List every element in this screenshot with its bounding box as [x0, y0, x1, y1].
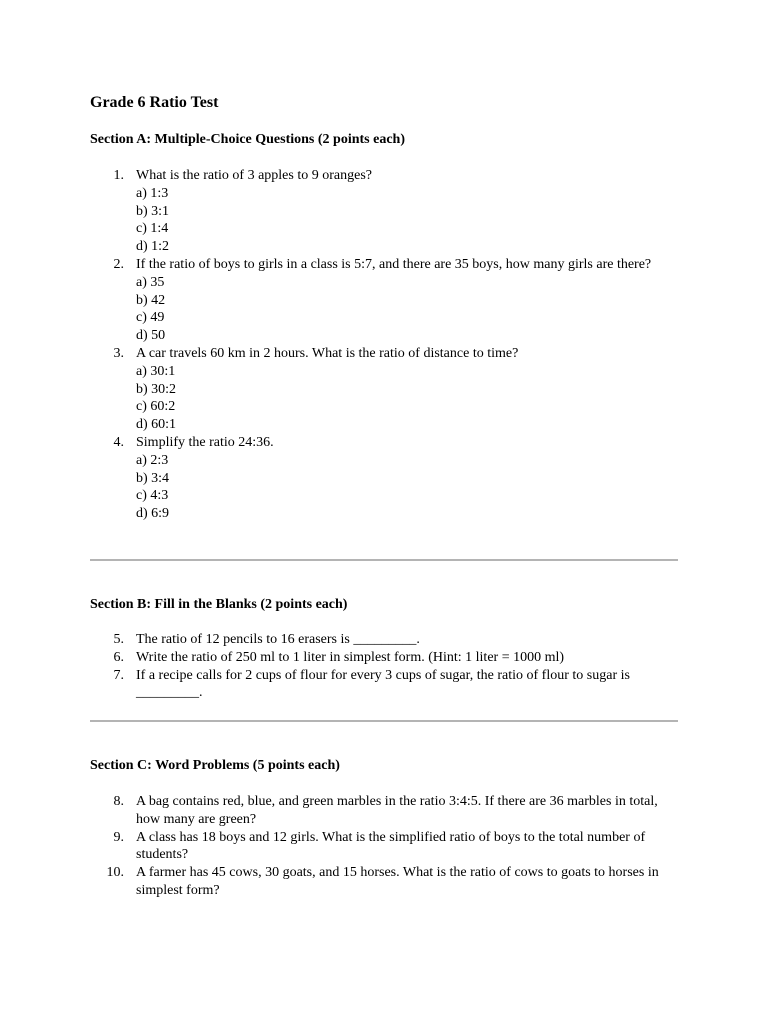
question-text: A car travels 60 km in 2 hours. What is the ratio of distance to time? — [136, 345, 519, 361]
question-text: The ratio of 12 pencils to 16 erasers is _________. — [136, 632, 420, 647]
question-number: 9. — [113, 829, 124, 845]
answer-option-a: a) 2:3 — [136, 452, 169, 468]
document-title: Grade 6 Ratio Test — [90, 94, 219, 111]
section-divider — [90, 559, 678, 561]
question-number: 1. — [113, 168, 124, 183]
answer-option-b: b) 3:4 — [136, 470, 170, 486]
question-text: What is the ratio of 3 apples to 9 oranges? — [136, 168, 372, 183]
question-5 — [90, 631, 678, 649]
answer-option-b: b) 30:2 — [136, 381, 177, 397]
question-text: Write the ratio of 250 ml to 1 liter in simplest form. (Hint: 1 liter = 1000 ml) — [136, 649, 565, 665]
question-number: 3. — [113, 345, 124, 361]
question-7 — [90, 667, 678, 703]
section-divider — [90, 720, 678, 722]
question-1 — [90, 167, 678, 256]
answer-option-d: d) 50 — [136, 328, 166, 344]
section-b-title: Section B: Fill in the Blanks (2 points each) — [90, 597, 348, 612]
question-10 — [90, 864, 678, 900]
question-number: 5. — [113, 632, 124, 647]
question-3 — [90, 345, 678, 434]
question-text: If a recipe calls for 2 cups of flour for every 3 cups of sugar, the ratio of flour to sugar is _________. — [136, 667, 630, 701]
section-c-question-list — [90, 793, 678, 900]
question-number: 6. — [113, 649, 124, 665]
answer-option-a: a) 35 — [136, 274, 165, 290]
question-text: A bag contains red, blue, and green marbles in the ratio 3:4:5. If there are 36 marbles in total, how many are green? — [136, 794, 658, 827]
question-2 — [90, 256, 678, 345]
question-text: A farmer has 45 cows, 30 goats, and 15 horses. What is the ratio of cows to goats to horses in simplest form? — [136, 865, 659, 898]
question-text: Simplify the ratio 24:36. — [136, 434, 274, 450]
question-text: A class has 18 boys and 12 girls. What is the simplified ratio of boys to the total number of students? — [136, 829, 646, 863]
answer-option-a: a) 1:3 — [136, 185, 169, 201]
answer-option-c: c) 1:4 — [136, 221, 169, 237]
answer-option-b: b) 3:1 — [136, 203, 170, 219]
answer-option-a: a) 30:1 — [136, 363, 176, 379]
section-c-title: Section C: Word Problems (5 points each) — [90, 758, 340, 773]
question-number: 7. — [113, 667, 124, 683]
answer-option-d: d) 6:9 — [136, 506, 170, 522]
question-4 — [90, 434, 678, 523]
section-a-question-list — [90, 167, 678, 523]
question-text: If the ratio of boys to girls in a class is 5:7, and there are 35 boys, how many girls are there? — [136, 256, 652, 272]
answer-option-d: d) 60:1 — [136, 417, 177, 433]
question-number: 10. — [106, 865, 124, 881]
section-a-title: Section A: Multiple-Choice Questions (2 points each) — [90, 132, 405, 147]
section-b-question-list — [90, 631, 678, 702]
question-9 — [90, 829, 678, 865]
question-8 — [90, 793, 678, 829]
answer-option-c: c) 49 — [136, 310, 165, 326]
answer-option-c: c) 60:2 — [136, 399, 176, 415]
question-number: 8. — [113, 794, 124, 809]
question-number: 2. — [113, 256, 124, 272]
question-6 — [90, 649, 678, 667]
answer-option-c: c) 4:3 — [136, 488, 169, 504]
answer-option-d: d) 1:2 — [136, 239, 170, 255]
question-number: 4. — [113, 434, 124, 450]
answer-option-b: b) 42 — [136, 292, 166, 308]
